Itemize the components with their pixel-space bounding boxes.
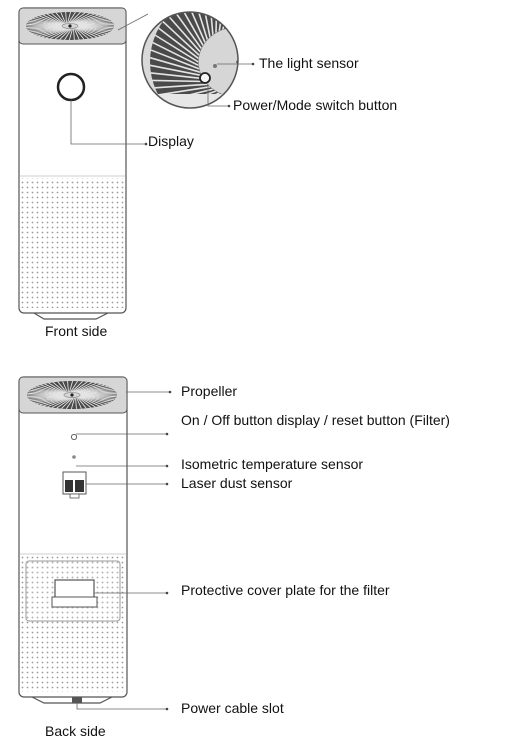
label-display: Display [148,133,194,149]
label-temperature-sensor: Isometric temperature sensor [181,456,364,472]
label-light-sensor: The light sensor [259,55,359,71]
front-view [19,8,126,319]
label-filter-cover: Protective cover plate for the filter [181,582,390,598]
display-screen [58,74,84,100]
label-power-cable-slot: Power cable slot [181,700,284,716]
temperature-sensor-dot [72,455,76,459]
front-grille [21,178,124,308]
label-propeller: Propeller [181,383,238,399]
caption-back-side: Back side [45,723,106,737]
label-on-off-button: On / Off button display / reset button (Filter) [181,412,450,428]
caption-front-side: Front side [45,323,108,339]
light-sensor-dot [213,64,217,68]
front-propeller [26,12,114,40]
label-power-mode-button: Power/Mode switch button [233,97,398,113]
back-view [19,377,127,703]
power-cable-slot [72,697,82,703]
label-laser-dust-sensor: Laser dust sensor [181,475,293,491]
front-feet [34,313,108,319]
back-propeller [27,381,117,409]
power-mode-button [200,73,210,83]
on-off-reset-button [71,434,76,439]
